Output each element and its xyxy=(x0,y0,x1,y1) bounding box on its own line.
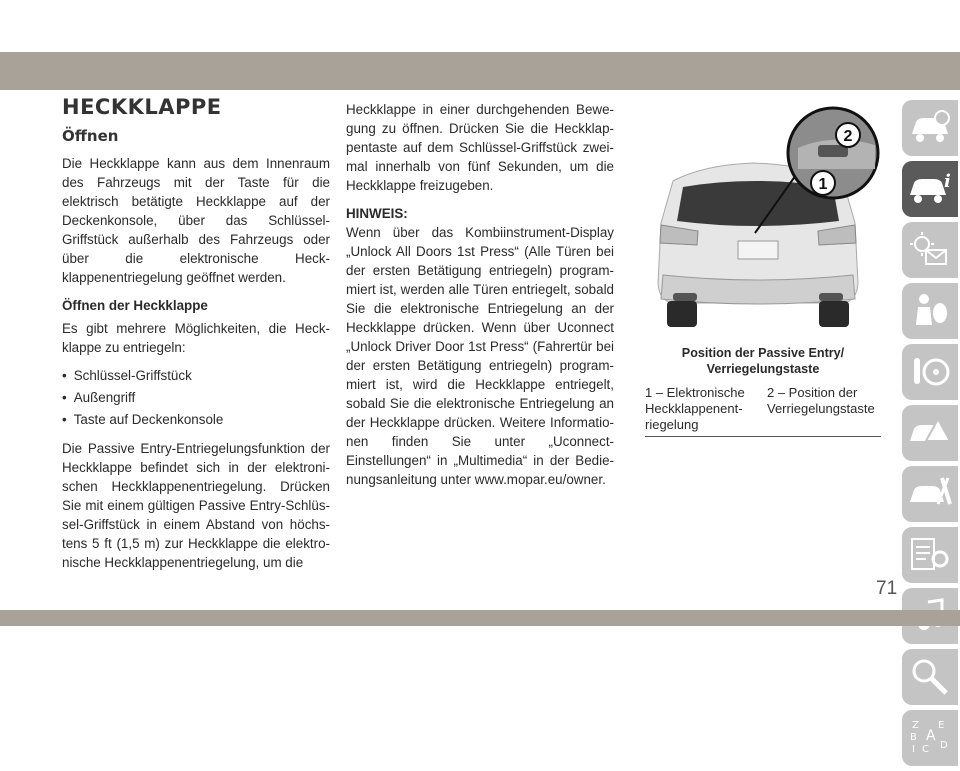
tab-car-warning[interactable] xyxy=(902,100,958,156)
list-item: • Taste auf Deckenkonsole xyxy=(62,410,330,429)
svg-text:C: C xyxy=(922,744,929,755)
tab-key-steering[interactable] xyxy=(902,344,958,400)
tab-car-tools[interactable] xyxy=(902,466,958,522)
passive-entry-paragraph: Die Passive Entry-Entriegelungsfunktion der Heckklappe befindet sich in der elektroni-schen Heckklappenentriegelung. Drücken Sie mit einem gültigen Passive Entry-Schlüs-sel-Griffstück in einem Abstand von höchs-tens 5 ft (1,5 m) zur Heckklappe die elektro-nische Heckklappenentriegelung, um die xyxy=(62,441,330,570)
figure-caption: Position der Passive Entry/ Verriegelungstaste xyxy=(681,346,845,376)
note-paragraph: Wenn über das Kombiinstrument-Display „Unlock All Doors 1st Press“ (Alle Türen bei der ersten Betätigung entriegeln) program-miert ist, werden alle Türen entriegelt, sobald Sie die elektronische Entriegelung an der Heckklappe drücken. Wenn über Uconnect „Unlock Driver Door 1st Press“ (Fahrertür bei der ersten Betätigung entriegeln) program-miert ist, wird die Heckklappe entriegelt, sobald Sie die elektronische Entriegelung an der Heckklappe drücken. Weitere Informatio-nen finden Sie unter „Uconnect-Einstellungen“ in „Multimedia“ in der Bedie-nungsanleitung unter www.mopar.eu/owner. xyxy=(346,225,614,487)
dashboard-lights-icon xyxy=(908,230,952,270)
magnifier-icon xyxy=(908,657,952,697)
car-warning-icon xyxy=(908,108,952,148)
chapter-tabs xyxy=(898,100,960,771)
car-info-icon xyxy=(908,169,952,209)
car-tools-icon xyxy=(908,474,952,514)
note-label: HINWEIS: xyxy=(346,206,408,221)
svg-text:Z: Z xyxy=(912,720,919,731)
tab-list-gear[interactable] xyxy=(902,527,958,583)
list-item: • Außengriff xyxy=(62,388,330,407)
key-steering-icon xyxy=(908,352,952,392)
unlock-methods-paragraph: Es gibt mehrere Möglichkeiten, die Heck-klappe zu entriegeln: xyxy=(62,321,330,355)
legend-item-2: 2 – Position der Verriegelungstaste xyxy=(767,385,875,416)
subsection-heading: Öffnen der Heckklappe xyxy=(62,298,208,313)
legend-item-1: 1 – Elektronische Heckklappenent-riegelung xyxy=(645,385,745,432)
top-band xyxy=(0,52,960,90)
tab-dashboard-lights[interactable] xyxy=(902,222,958,278)
svg-text:E: E xyxy=(938,720,945,731)
middle-column xyxy=(346,100,614,498)
callout-1: 1 xyxy=(818,176,828,193)
legend-divider xyxy=(645,436,881,437)
section-subtitle: Öffnen xyxy=(62,127,119,145)
callout-2: 2 xyxy=(843,128,853,145)
bottom-band xyxy=(0,610,960,626)
tab-alphabet-index[interactable] xyxy=(902,710,958,766)
suv-rear-illustration xyxy=(643,103,883,343)
page-number: 71 xyxy=(876,578,898,599)
liftgate-figure xyxy=(643,103,883,343)
svg-text:D: D xyxy=(940,740,948,751)
tab-airbag-seat[interactable] xyxy=(902,283,958,339)
alphabet-index-icon xyxy=(908,718,952,758)
unlock-methods-list xyxy=(62,366,330,429)
tab-magnifier[interactable] xyxy=(902,649,958,705)
airbag-seat-icon xyxy=(908,291,952,331)
continuation-paragraph: Heckklappe in einer durchgehenden Bewe-gung zu öffnen. Drücken Sie die Heckklap-pentaste auf dem Schlüssel-Griffstück zwei-mal innerhalb von fünf Sekunden, um die Heckklappe freizugeben. xyxy=(346,102,614,193)
svg-text:A: A xyxy=(926,728,936,744)
list-item: • Schlüssel-Griffstück xyxy=(62,366,330,385)
svg-text:B: B xyxy=(910,732,917,743)
left-column xyxy=(62,95,330,581)
car-hazard-icon xyxy=(908,413,952,453)
list-gear-icon xyxy=(908,535,952,575)
svg-text:i: i xyxy=(944,171,951,192)
figure-legend xyxy=(645,385,881,433)
intro-paragraph: Die Heckklappe kann aus dem Innenraum des Fahrzeugs mit der Taste für die elektrisch betätigte Heckklappe auf der Deckenkonsole, über das Schlüssel-Griffstück außerhalb des Fahrzeugs oder über die elektronische Heck-klappenentriegelung geöffnet werden. xyxy=(62,156,330,285)
tab-car-info[interactable] xyxy=(902,161,958,217)
page-title: HECKKLAPPE xyxy=(62,95,222,119)
tab-car-hazard[interactable] xyxy=(902,405,958,461)
svg-text:I: I xyxy=(912,744,915,755)
